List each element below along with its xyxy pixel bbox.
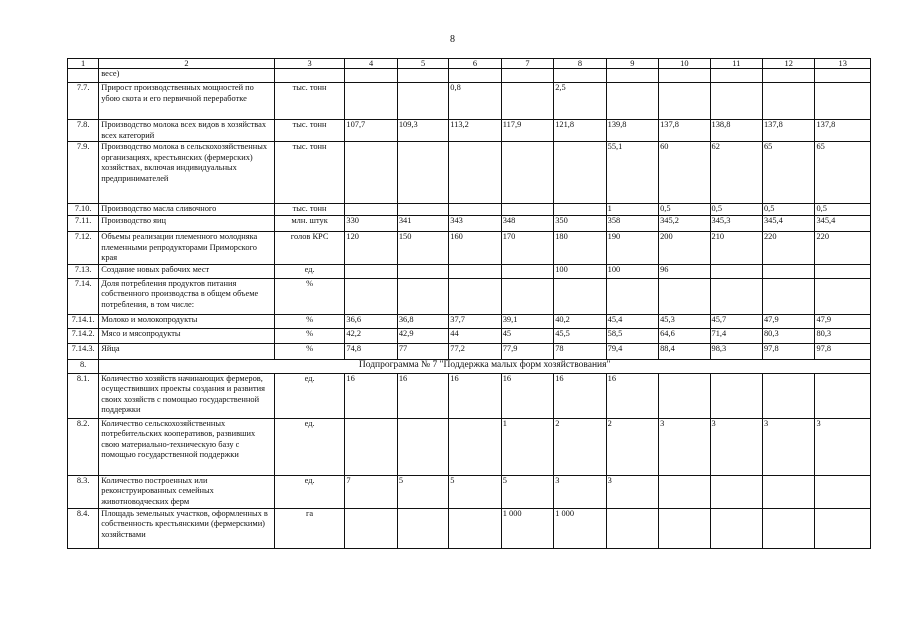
value-cell: 65 (762, 142, 814, 204)
value-cell: 1 000 (501, 508, 553, 548)
value-cell (762, 83, 814, 120)
value-cell: 37,7 (449, 314, 501, 328)
indicator-name: Количество хозяйств начинающих фермеров, осуществивших проекты создания и развития своих хозяйств с помощью государственной поддержки (99, 373, 275, 418)
value-cell: 64,6 (659, 328, 710, 343)
indicator-name: Яйца (99, 343, 275, 359)
unit-cell: % (274, 314, 345, 328)
row-number: 7.9. (68, 142, 99, 204)
value-cell: 5 (501, 475, 553, 508)
value-cell: 45 (501, 328, 553, 343)
value-cell (659, 278, 710, 314)
value-cell (710, 475, 762, 508)
value-cell: 65 (815, 142, 871, 204)
unit-cell: млн. штук (274, 216, 345, 232)
table-row (68, 69, 871, 83)
value-cell (554, 69, 606, 83)
value-cell (554, 278, 606, 314)
value-cell: 1 (606, 204, 658, 216)
unit-cell: ед. (274, 264, 345, 278)
value-cell: 16 (606, 373, 658, 418)
value-cell: 77 (397, 343, 448, 359)
table-row (68, 264, 871, 278)
value-cell: 1 (501, 418, 553, 475)
table-row (68, 475, 871, 508)
value-cell (397, 264, 448, 278)
value-cell (397, 508, 448, 548)
header-row (68, 59, 871, 69)
value-cell: 3 (554, 475, 606, 508)
unit-cell: ед. (274, 475, 345, 508)
row-number: 7.14.3. (68, 343, 99, 359)
unit-cell: голов КРС (274, 232, 345, 265)
value-cell (397, 418, 448, 475)
value-cell: 62 (710, 142, 762, 204)
unit-cell: тыс. тонн (274, 142, 345, 204)
value-cell: 3 (762, 418, 814, 475)
row-number (68, 69, 99, 83)
value-cell: 358 (606, 216, 658, 232)
unit-cell: % (274, 343, 345, 359)
indicator-name: Производство масла сливочного (99, 204, 275, 216)
value-cell: 150 (397, 232, 448, 265)
value-cell: 137,8 (659, 120, 710, 142)
value-cell (815, 475, 871, 508)
table-row (68, 120, 871, 142)
indicator-name: Мясо и мясопродукты (99, 328, 275, 343)
value-cell: 36,6 (345, 314, 397, 328)
row-number: 7.14.1. (68, 314, 99, 328)
table-row (68, 204, 871, 216)
value-cell (397, 83, 448, 120)
value-cell (815, 373, 871, 418)
header-cell: 9 (606, 59, 658, 69)
value-cell (710, 373, 762, 418)
value-cell (345, 83, 397, 120)
value-cell: 78 (554, 343, 606, 359)
value-cell (449, 69, 501, 83)
value-cell: 117,9 (501, 120, 553, 142)
row-number: 8.3. (68, 475, 99, 508)
value-cell (345, 264, 397, 278)
header-cell: 12 (762, 59, 814, 69)
value-cell: 0,5 (710, 204, 762, 216)
header-cell: 5 (397, 59, 448, 69)
value-cell (815, 83, 871, 120)
value-cell: 2 (554, 418, 606, 475)
value-cell (710, 69, 762, 83)
header-cell: 8 (554, 59, 606, 69)
value-cell (710, 278, 762, 314)
value-cell: 220 (762, 232, 814, 265)
row-number: 7.7. (68, 83, 99, 120)
table-row (68, 373, 871, 418)
value-cell: 220 (815, 232, 871, 265)
value-cell (606, 83, 658, 120)
header-cell: 10 (659, 59, 710, 69)
row-number: 8.2. (68, 418, 99, 475)
value-cell (554, 204, 606, 216)
value-cell (501, 142, 553, 204)
value-cell: 97,8 (815, 343, 871, 359)
value-cell (397, 142, 448, 204)
value-cell: 96 (659, 264, 710, 278)
value-cell: 3 (606, 475, 658, 508)
row-number: 7.8. (68, 120, 99, 142)
value-cell (345, 69, 397, 83)
value-cell (606, 278, 658, 314)
value-cell (501, 83, 553, 120)
indicator-name: Производство молока всех видов в хозяйствах всех категорий (99, 120, 275, 142)
table-row (68, 83, 871, 120)
value-cell: 47,9 (762, 314, 814, 328)
value-cell: 109,3 (397, 120, 448, 142)
header-cell: 13 (815, 59, 871, 69)
value-cell: 55,1 (606, 142, 658, 204)
value-cell: 345,3 (710, 216, 762, 232)
value-cell: 60 (659, 142, 710, 204)
value-cell: 113,2 (449, 120, 501, 142)
row-number: 7.13. (68, 264, 99, 278)
value-cell: 100 (606, 264, 658, 278)
value-cell: 0,5 (762, 204, 814, 216)
value-cell (397, 69, 448, 83)
value-cell: 98,3 (710, 343, 762, 359)
value-cell: 137,8 (762, 120, 814, 142)
table-row (68, 418, 871, 475)
value-cell: 71,4 (710, 328, 762, 343)
value-cell (815, 508, 871, 548)
value-cell (345, 204, 397, 216)
table-row (68, 328, 871, 343)
value-cell (449, 508, 501, 548)
value-cell: 100 (554, 264, 606, 278)
header-cell: 2 (99, 59, 275, 69)
value-cell: 137,8 (815, 120, 871, 142)
value-cell: 138,8 (710, 120, 762, 142)
unit-cell: % (274, 328, 345, 343)
value-cell (397, 278, 448, 314)
table-row (68, 142, 871, 204)
value-cell: 45,3 (659, 314, 710, 328)
value-cell: 107,7 (345, 120, 397, 142)
value-cell: 45,5 (554, 328, 606, 343)
value-cell: 45,7 (710, 314, 762, 328)
indicator-name: Доля потребления продуктов питания собственного производства в общем объеме потребления, в том числе: (99, 278, 275, 314)
value-cell: 79,4 (606, 343, 658, 359)
unit-cell: % (274, 278, 345, 314)
value-cell: 42,2 (345, 328, 397, 343)
header-cell: 3 (274, 59, 345, 69)
page-number: 8 (450, 34, 455, 45)
value-cell: 16 (397, 373, 448, 418)
value-cell: 0,8 (449, 83, 501, 120)
value-cell (345, 142, 397, 204)
value-cell: 350 (554, 216, 606, 232)
value-cell (815, 69, 871, 83)
value-cell (710, 264, 762, 278)
value-cell (815, 278, 871, 314)
value-cell: 345,4 (762, 216, 814, 232)
value-cell: 5 (397, 475, 448, 508)
value-cell: 170 (501, 232, 553, 265)
value-cell (449, 142, 501, 204)
row-number: 7.10. (68, 204, 99, 216)
indicator-name: весе) (99, 69, 275, 83)
table-row (68, 216, 871, 232)
value-cell (762, 264, 814, 278)
row-number: 8.4. (68, 508, 99, 548)
value-cell (659, 83, 710, 120)
value-cell: 0,5 (659, 204, 710, 216)
value-cell: 5 (449, 475, 501, 508)
indicator-name: Объемы реализации племенного молодняка племенными репродукторами Приморского края (99, 232, 275, 265)
value-cell: 139,8 (606, 120, 658, 142)
header-cell: 6 (449, 59, 501, 69)
value-cell: 121,8 (554, 120, 606, 142)
value-cell (397, 204, 448, 216)
table-row (68, 232, 871, 265)
value-cell: 3 (815, 418, 871, 475)
value-cell (449, 204, 501, 216)
value-cell: 77,9 (501, 343, 553, 359)
value-cell: 16 (345, 373, 397, 418)
value-cell (501, 278, 553, 314)
value-cell (501, 204, 553, 216)
value-cell (659, 69, 710, 83)
header-cell: 1 (68, 59, 99, 69)
value-cell: 16 (554, 373, 606, 418)
indicator-name: Создание новых рабочих мест (99, 264, 275, 278)
value-cell: 160 (449, 232, 501, 265)
header-cell: 11 (710, 59, 762, 69)
value-cell: 3 (659, 418, 710, 475)
value-cell (449, 278, 501, 314)
value-cell (710, 83, 762, 120)
value-cell: 1 000 (554, 508, 606, 548)
value-cell: 345,2 (659, 216, 710, 232)
value-cell: 58,5 (606, 328, 658, 343)
value-cell (659, 508, 710, 548)
value-cell: 77,2 (449, 343, 501, 359)
value-cell: 80,3 (762, 328, 814, 343)
value-cell: 210 (710, 232, 762, 265)
unit-cell: га (274, 508, 345, 548)
value-cell (554, 142, 606, 204)
value-cell (606, 69, 658, 83)
value-cell: 47,9 (815, 314, 871, 328)
value-cell: 7 (345, 475, 397, 508)
value-cell: 0,5 (815, 204, 871, 216)
unit-cell: тыс. тонн (274, 204, 345, 216)
value-cell: 36,8 (397, 314, 448, 328)
table-row (68, 314, 871, 328)
value-cell: 343 (449, 216, 501, 232)
value-cell: 44 (449, 328, 501, 343)
value-cell: 74,8 (345, 343, 397, 359)
value-cell (762, 475, 814, 508)
value-cell: 200 (659, 232, 710, 265)
unit-cell: ед. (274, 418, 345, 475)
value-cell (606, 508, 658, 548)
value-cell: 348 (501, 216, 553, 232)
row-number: 7.11. (68, 216, 99, 232)
indicator-name: Количество сельскохозяйственных потребительских кооперативов, развивших свою материально-техническую базу с помощью государственной поддержки (99, 418, 275, 475)
value-cell (501, 264, 553, 278)
value-cell (501, 69, 553, 83)
value-cell (762, 69, 814, 83)
indicator-name: Площадь земельных участков, оформленных в собственность крестьянскими (фермерскими) хозяйствами (99, 508, 275, 548)
unit-cell: тыс. тонн (274, 120, 345, 142)
value-cell: 88,4 (659, 343, 710, 359)
value-cell: 120 (345, 232, 397, 265)
value-cell: 2 (606, 418, 658, 475)
unit-cell: ед. (274, 373, 345, 418)
row-number: 7.14.2. (68, 328, 99, 343)
value-cell: 345,4 (815, 216, 871, 232)
unit-cell (274, 69, 345, 83)
value-cell (345, 508, 397, 548)
header-cell: 7 (501, 59, 553, 69)
value-cell: 190 (606, 232, 658, 265)
value-cell: 330 (345, 216, 397, 232)
value-cell (449, 418, 501, 475)
value-cell (449, 264, 501, 278)
value-cell: 2,5 (554, 83, 606, 120)
value-cell (762, 508, 814, 548)
value-cell (815, 264, 871, 278)
table-row (68, 343, 871, 359)
indicator-name: Молоко и молокопродукты (99, 314, 275, 328)
value-cell: 80,3 (815, 328, 871, 343)
header-cell: 4 (345, 59, 397, 69)
indicator-name: Прирост производственных мощностей по убою скота и его первичной переработке (99, 83, 275, 120)
unit-cell: тыс. тонн (274, 83, 345, 120)
subprogram-title: Подпрограмма № 7 "Поддержка малых форм хозяйствования" (99, 359, 871, 373)
value-cell: 16 (501, 373, 553, 418)
value-cell (659, 373, 710, 418)
value-cell: 180 (554, 232, 606, 265)
value-cell (345, 418, 397, 475)
table-row (68, 508, 871, 548)
subprogram-row (68, 359, 871, 373)
value-cell: 39,1 (501, 314, 553, 328)
value-cell: 45,4 (606, 314, 658, 328)
value-cell (762, 373, 814, 418)
row-number: 8. (68, 359, 99, 373)
indicator-name: Производство яиц (99, 216, 275, 232)
indicator-name: Производство молока в сельскохозяйственных организациях, крестьянских (фермерских) хозяйствах, включая индивидуальных предпринимателей (99, 142, 275, 204)
value-cell (710, 508, 762, 548)
indicators-table (67, 58, 871, 549)
value-cell (659, 475, 710, 508)
value-cell: 341 (397, 216, 448, 232)
value-cell: 97,8 (762, 343, 814, 359)
row-number: 7.12. (68, 232, 99, 265)
value-cell: 16 (449, 373, 501, 418)
indicator-name: Количество построенных или реконструированных семейных животноводческих ферм (99, 475, 275, 508)
value-cell: 3 (710, 418, 762, 475)
value-cell (345, 278, 397, 314)
value-cell: 40,2 (554, 314, 606, 328)
value-cell (762, 278, 814, 314)
row-number: 8.1. (68, 373, 99, 418)
table-row (68, 278, 871, 314)
value-cell: 42,9 (397, 328, 448, 343)
row-number: 7.14. (68, 278, 99, 314)
